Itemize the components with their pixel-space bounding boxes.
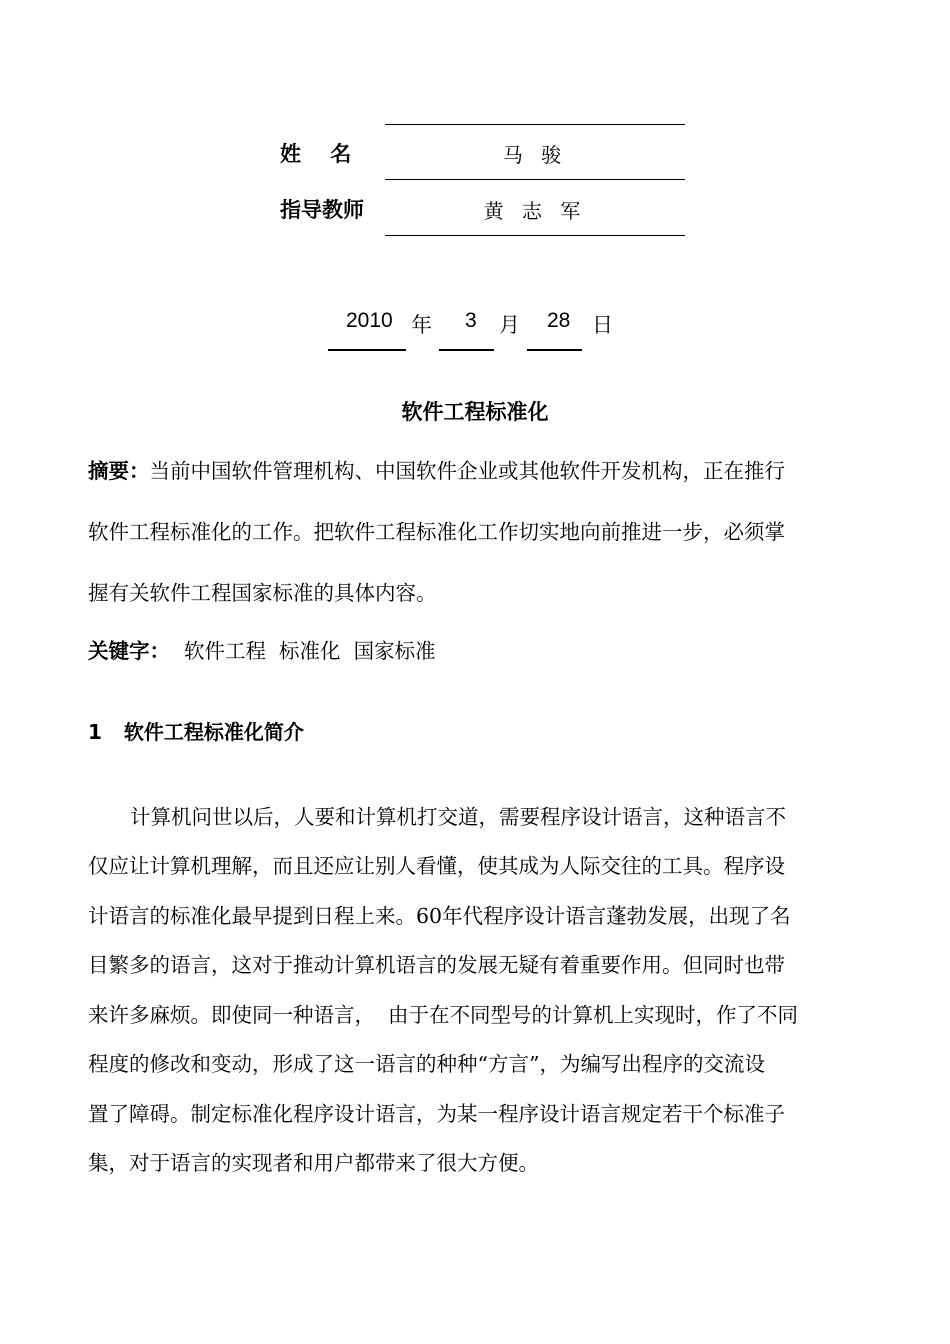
section-1-line-5: 来许多麻烦。即使同一种语言， 由于在不同型号的计算机上实现时，作了不同 xyxy=(88,1003,799,1027)
date-month-unit: 月 xyxy=(499,313,520,337)
section-1-line-2: 仅应让计算机理解，而且还应让别人看懂，使其成为人际交往的工具。程序设 xyxy=(88,854,785,878)
name-bottom-rule xyxy=(385,179,685,180)
advisor-label: 指导教师 xyxy=(280,198,364,222)
date-year: 2010 xyxy=(346,309,393,332)
keywords-label: 关键字： xyxy=(88,639,170,663)
date-year-unit: 年 xyxy=(411,313,432,337)
section-1-number: 1 xyxy=(88,720,102,744)
name-top-rule xyxy=(385,124,685,125)
abstract-line-3: 握有关软件工程国家标准的具体内容。 xyxy=(88,581,437,605)
date-day-underline xyxy=(527,349,582,351)
section-1-heading xyxy=(88,716,304,745)
section-1-line-8: 集，对于语言的实现者和用户都带来了很大方便。 xyxy=(88,1151,539,1175)
advisor-bottom-rule xyxy=(385,235,685,236)
date-year-underline xyxy=(328,349,406,351)
section-1-line-6: 程度的修改和变动，形成了这一语言的种种“方言”，为编写出程序的交流设 xyxy=(88,1052,765,1076)
date-month-underline xyxy=(439,349,494,351)
abstract-line-2: 软件工程标准化的工作。把软件工程标准化工作切实地向前推进一步，必须掌 xyxy=(88,520,785,544)
abstract-line-1 xyxy=(88,454,863,484)
date-month: 3 xyxy=(465,309,477,332)
date-day-unit: 日 xyxy=(592,313,613,337)
name-label: 姓 名 xyxy=(280,142,352,166)
keywords-value: 软件工程 标准化 国家标准 xyxy=(184,639,436,663)
date-day: 28 xyxy=(547,309,571,332)
advisor-value: 黄 志 军 xyxy=(483,199,587,223)
keywords-line xyxy=(88,634,863,664)
section-1-line-4: 目繁多的语言，这对于推动计算机语言的发展无疑有着重要作用。但同时也带 xyxy=(88,953,785,977)
abstract-label: 摘要： xyxy=(88,459,150,483)
section-1-line-1: 计算机问世以后，人要和计算机打交道，需要程序设计语言，这种语言不 xyxy=(130,805,786,829)
section-1-title: 软件工程标准化简介 xyxy=(123,720,304,744)
name-value: 马 骏 xyxy=(502,143,568,167)
abstract-text-1: 当前中国软件管理机构、中国软件企业或其他软件开发机构，正在推行 xyxy=(149,459,785,483)
section-1-line-7: 置了障碍。制定标准化程序设计语言，为某一程序设计语言规定若干个标准子 xyxy=(88,1102,785,1126)
paper-title: 软件工程标准化 xyxy=(401,400,549,424)
section-1-line-3: 计语言的标准化最早提到日程上来。60年代程序设计语言蓬勃发展，出现了名 xyxy=(88,904,791,928)
